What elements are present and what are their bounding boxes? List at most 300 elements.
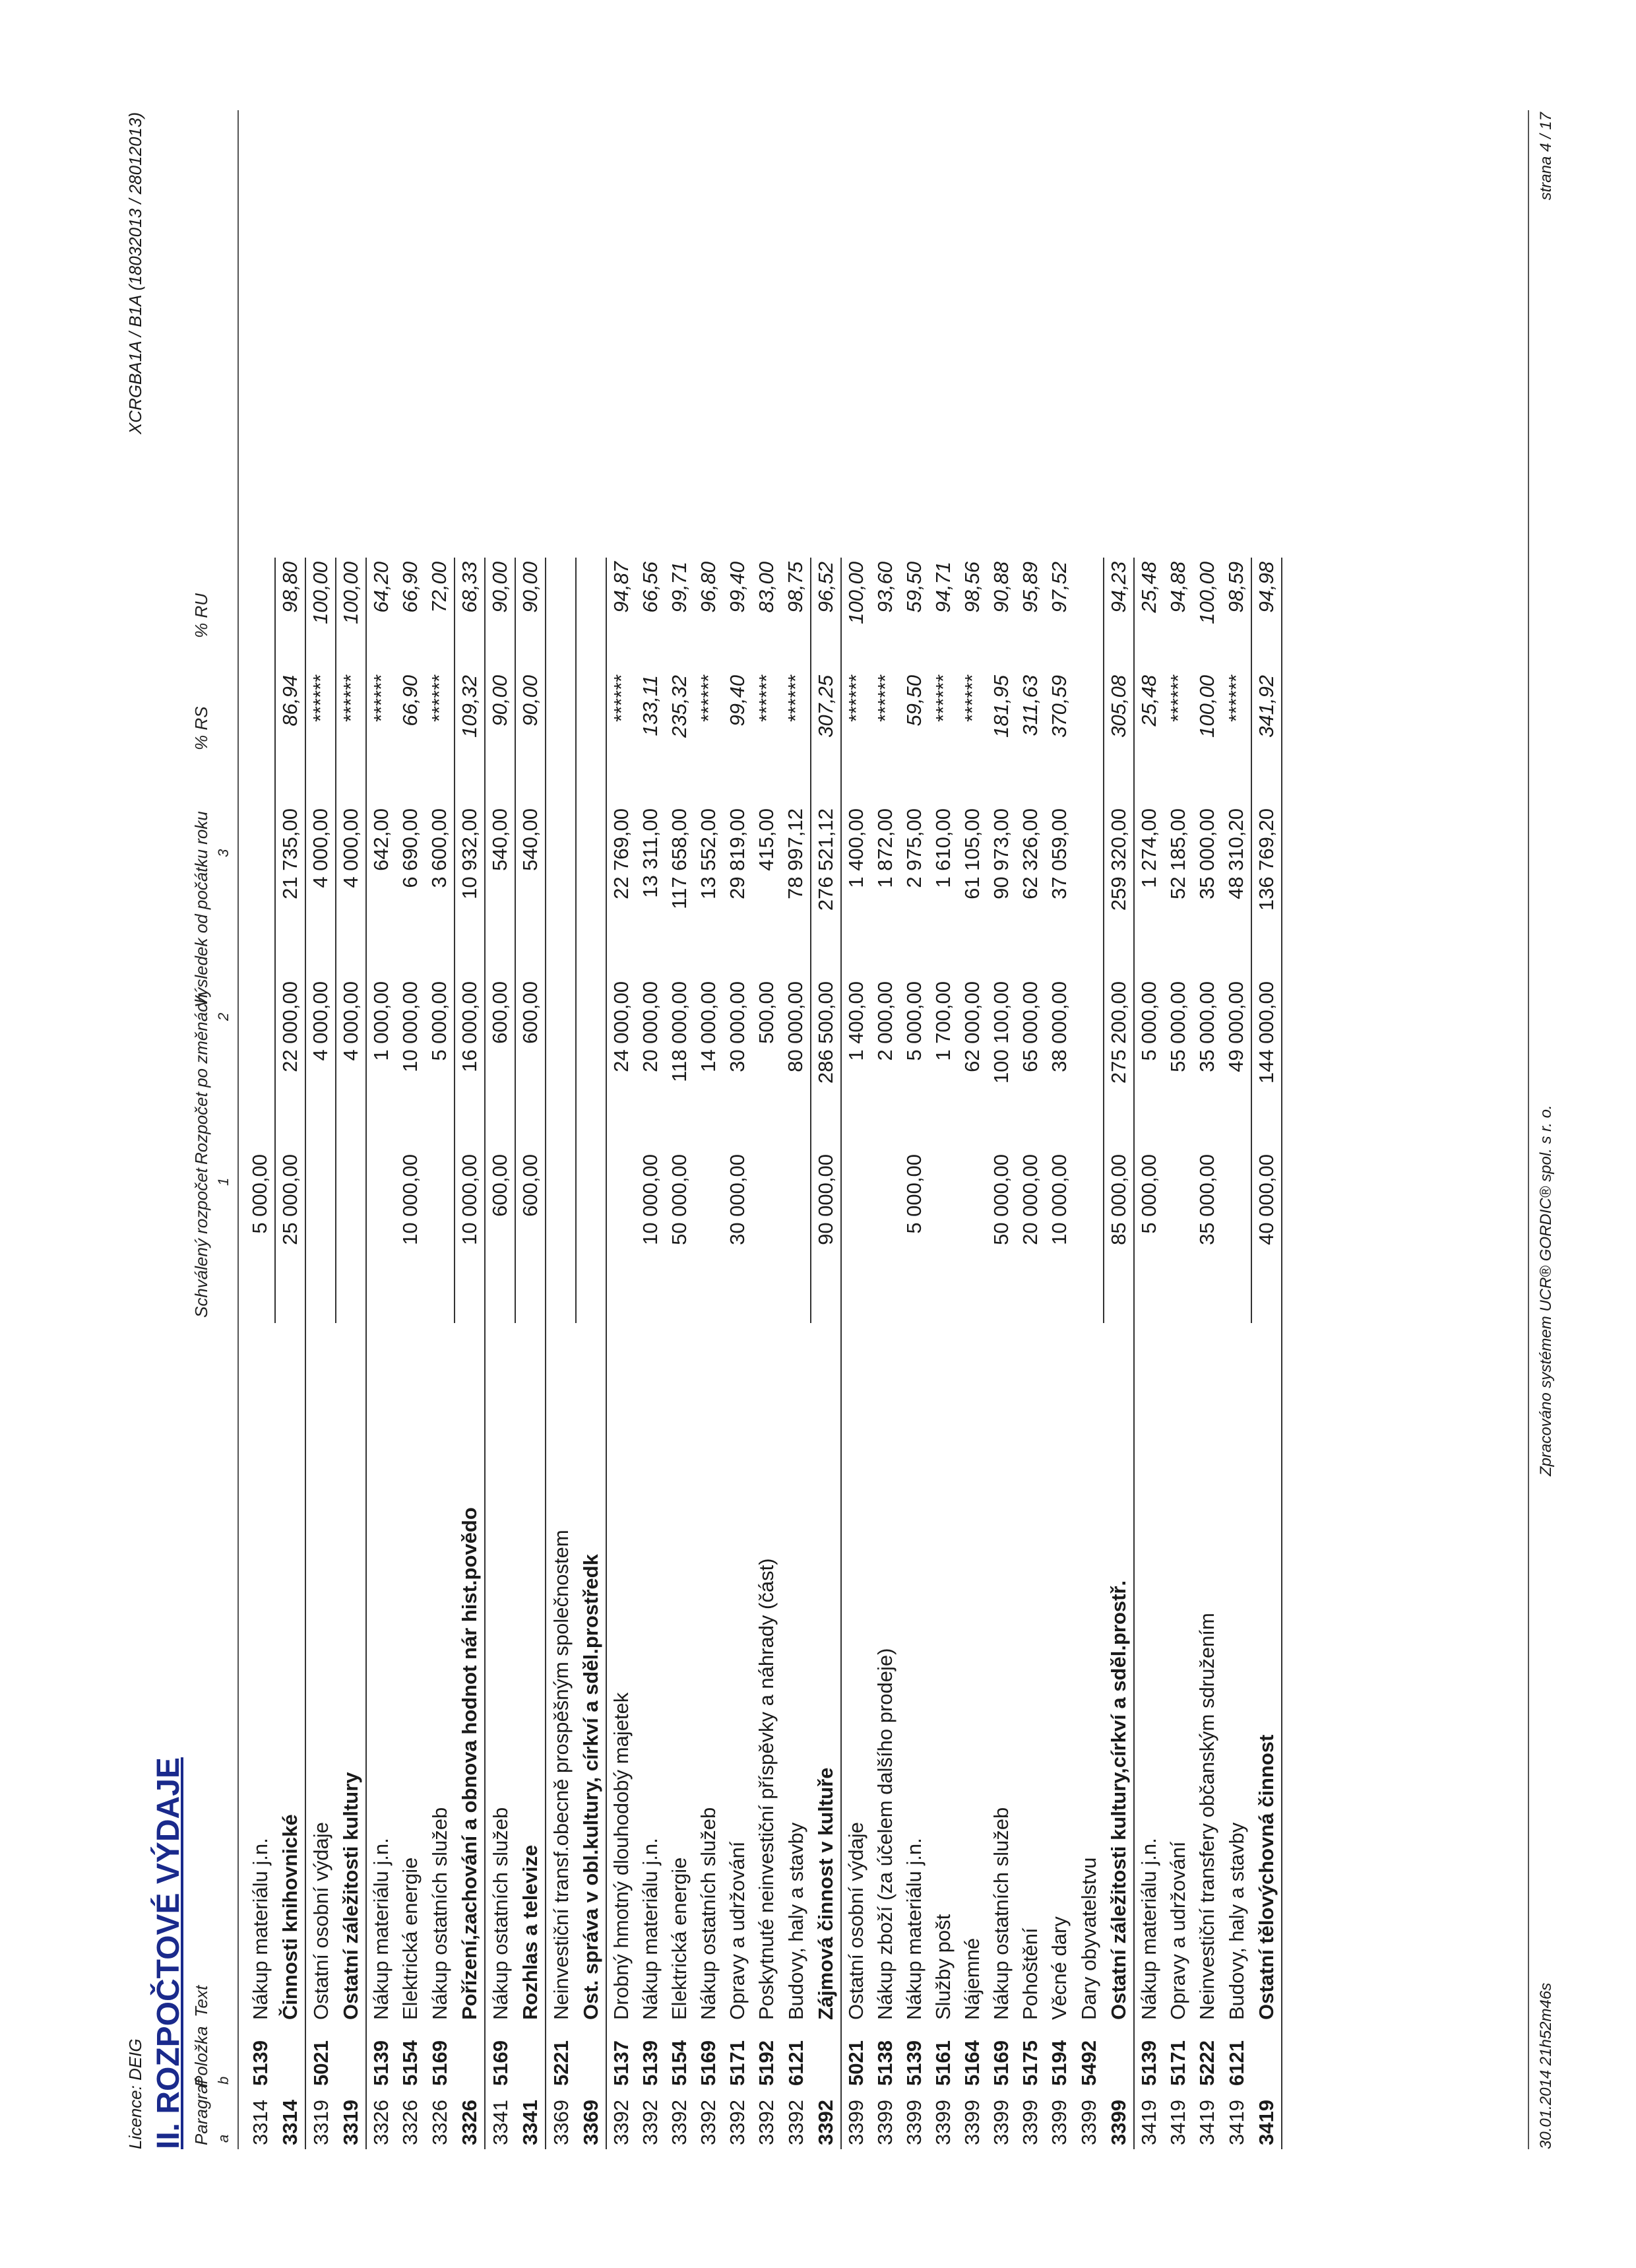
cell-polozka: 5492 — [1077, 2040, 1100, 2086]
cell-po-zmenach — [546, 977, 576, 1150]
cell-text: Elektrická energie — [398, 1857, 422, 2020]
table-row — [305, 558, 336, 2149]
cell-text: Ostatní osobní výdaje — [309, 1822, 332, 2020]
cell-paragraf: 3399 — [960, 2100, 984, 2145]
cell-vysledek: 48 310,20 — [1224, 808, 1247, 899]
cell-paragraf: 3399 — [873, 2100, 897, 2145]
cell-polozka: 5194 — [1048, 2040, 1071, 2086]
cell-pct-ru: 25,48 — [1137, 562, 1160, 613]
cell-pct-rs: 25,48 — [1137, 675, 1160, 727]
cell-paragraf: 3392 — [811, 2090, 841, 2149]
table-row — [546, 558, 576, 2149]
header-divider — [237, 110, 239, 2149]
cell-pct-ru: 95,89 — [1019, 562, 1042, 613]
cell-polozka: 5171 — [1166, 2040, 1189, 2086]
col-header-vysledek: Výsledek od počátku roku — [191, 811, 211, 1008]
table-row — [871, 558, 900, 2149]
cell-polozka — [576, 2024, 606, 2090]
cell-pct-ru: 99,40 — [726, 562, 749, 613]
cell-paragraf: 3392 — [697, 2100, 720, 2145]
cell-text: Ostatní osobní výdaje — [844, 1822, 867, 2020]
cell-schvaleny — [929, 1150, 958, 1323]
cell-vysledek: 1 610,00 — [931, 808, 955, 888]
cell-po-zmenach: 62 000,00 — [960, 981, 984, 1072]
cell-text: Ostatní záležitosti kultury,církví a sděl.prostř. — [1104, 1323, 1134, 2024]
document-code: XCRGBA1A / B1A (18032013 / 28012013) — [125, 112, 145, 435]
cell-polozka: 6121 — [1224, 2040, 1248, 2086]
cell-pct-ru: 68,33 — [455, 558, 485, 671]
cell-text: Neinvestiční transf.obecně prospěšným společnostem — [549, 1530, 573, 2020]
cell-vysledek: 1 400,00 — [844, 808, 867, 888]
table-row — [752, 558, 781, 2149]
cell-po-zmenach: 5 000,00 — [1137, 981, 1160, 1061]
table-row — [606, 558, 636, 2149]
cell-vysledek: 136 769,20 — [1251, 804, 1282, 977]
cell-paragraf: 3319 — [309, 2100, 332, 2145]
cell-vysledek: 259 320,00 — [1104, 804, 1134, 977]
cell-polozka: 5169 — [488, 2040, 512, 2086]
cell-pct-ru: 59,50 — [902, 562, 926, 613]
cell-vysledek — [1074, 804, 1104, 977]
cell-schvaleny: 600,00 — [488, 1154, 511, 1217]
cell-po-zmenach — [576, 977, 606, 1150]
col-sub-1: 1 — [215, 1177, 232, 1186]
cell-text: Opravy a udržování — [1166, 1841, 1189, 2020]
cell-pct-rs: 66,90 — [398, 675, 422, 727]
cell-pct-rs: ****** — [369, 675, 393, 723]
cell-schvaleny: 85 000,00 — [1104, 1150, 1134, 1323]
cell-pct-rs: ****** — [931, 675, 955, 723]
cell-pct-ru — [546, 558, 576, 671]
cell-pct-rs: 59,50 — [902, 675, 926, 727]
cell-text: Nákup materiálu j.n. — [1137, 1838, 1160, 2020]
cell-schvaleny: 5 000,00 — [902, 1154, 926, 1234]
col-header-text: Text — [191, 1985, 211, 2017]
cell-schvaleny — [305, 1150, 336, 1323]
cell-paragraf: 3326 — [369, 2100, 393, 2145]
cell-pct-ru: 100,00 — [336, 558, 366, 671]
cell-text: Rozhlas a televize — [515, 1323, 546, 2024]
cell-text: Nákup materiálu j.n. — [639, 1838, 662, 2020]
cell-pct-ru: 94,71 — [931, 562, 955, 613]
cell-text: Nájemné — [960, 1937, 984, 2020]
cell-polozka: 5139 — [369, 2040, 393, 2086]
cell-paragraf: 3399 — [931, 2100, 955, 2145]
cell-po-zmenach: 1 000,00 — [369, 981, 393, 1061]
cell-paragraf: 3326 — [455, 2090, 485, 2149]
cell-paragraf: 3392 — [784, 2100, 807, 2145]
subtotal-row — [455, 558, 485, 2149]
cell-paragraf: 3399 — [844, 2100, 867, 2145]
cell-vysledek: 415,00 — [755, 808, 778, 871]
cell-vysledek: 52 185,00 — [1166, 808, 1189, 899]
cell-pct-ru: 90,00 — [515, 558, 546, 671]
cell-text: Nákup materiálu j.n. — [902, 1838, 926, 2020]
cell-po-zmenach: 24 000,00 — [610, 981, 633, 1072]
cell-pct-rs: ****** — [784, 675, 807, 723]
cell-po-zmenach: 100 100,00 — [990, 981, 1013, 1084]
table-row — [1222, 558, 1251, 2149]
cell-schvaleny: 10 000,00 — [398, 1154, 422, 1245]
cell-polozka: 5171 — [726, 2040, 749, 2086]
cell-vysledek: 4 000,00 — [309, 808, 332, 888]
table-row — [366, 558, 396, 2149]
cell-pct-rs: 86,94 — [275, 671, 305, 804]
cell-vysledek — [546, 804, 576, 977]
cell-paragraf: 3399 — [1077, 2100, 1100, 2145]
cell-paragraf: 3326 — [427, 2100, 451, 2145]
cell-vysledek: 90 973,00 — [990, 808, 1013, 899]
cell-pct-ru: 83,00 — [755, 562, 778, 613]
cell-pct-ru: 94,87 — [610, 562, 633, 613]
cell-text: Ostatní tělovýchovná činnost — [1251, 1323, 1282, 2024]
cell-vysledek: 37 059,00 — [1048, 808, 1071, 899]
cell-schvaleny: 40 000,00 — [1251, 1150, 1282, 1323]
col-sub-b: b — [215, 2076, 232, 2085]
cell-schvaleny: 50 000,00 — [668, 1154, 691, 1245]
subtotal-row — [1251, 558, 1282, 2149]
cell-polozka — [336, 2024, 366, 2090]
cell-pct-ru — [245, 558, 275, 671]
cell-polozka — [275, 2024, 305, 2090]
cell-pct-ru: 99,71 — [668, 562, 691, 613]
cell-schvaleny — [781, 1150, 811, 1323]
cell-polozka: 5139 — [1137, 2040, 1160, 2086]
cell-pct-ru: 98,59 — [1224, 562, 1247, 613]
cell-polozka: 5222 — [1195, 2040, 1218, 2086]
cell-pct-ru — [1074, 558, 1104, 671]
cell-vysledek: 4 000,00 — [336, 804, 366, 977]
cell-pct-rs: 133,11 — [639, 675, 662, 736]
cell-text: Nákup ostatních služeb — [488, 1807, 512, 2020]
cell-po-zmenach: 16 000,00 — [455, 977, 485, 1150]
cell-po-zmenach: 5 000,00 — [902, 981, 926, 1061]
cell-pct-rs: ****** — [844, 675, 867, 723]
cell-pct-ru: 98,56 — [960, 562, 984, 613]
cell-pct-rs: 305,08 — [1104, 671, 1134, 804]
cell-vysledek: 78 997,12 — [784, 808, 807, 899]
cell-paragraf: 3314 — [275, 2090, 305, 2149]
cell-pct-rs: ****** — [960, 675, 984, 723]
cell-schvaleny — [958, 1150, 987, 1323]
cell-po-zmenach: 286 500,00 — [811, 977, 841, 1150]
subtotal-row — [576, 558, 606, 2149]
cell-schvaleny — [576, 1150, 606, 1323]
cell-pct-rs — [1074, 671, 1104, 804]
cell-polozka: 5139 — [902, 2040, 926, 2086]
cell-polozka: 5154 — [398, 2040, 422, 2086]
table-row — [694, 558, 723, 2149]
cell-pct-rs: 90,00 — [515, 671, 546, 804]
cell-schvaleny: 35 000,00 — [1195, 1154, 1218, 1245]
cell-pct-ru: 66,90 — [398, 562, 422, 613]
cell-text: Nákup ostatních služeb — [427, 1807, 451, 2020]
footer-processed-by: Zpracováno systémem UCR® GORDIC® spol. s r. o. — [1537, 1105, 1555, 1476]
table-row — [900, 558, 929, 2149]
cell-text: Ost. správa v obl.kultury, církví a sděl.prostředk — [576, 1323, 606, 2024]
cell-polozka: 5169 — [427, 2040, 451, 2086]
col-header-pct-ru: % RU — [191, 593, 211, 638]
cell-pct-ru: 94,88 — [1166, 562, 1189, 613]
cell-polozka: 5169 — [990, 2040, 1013, 2086]
cell-pct-ru: 93,60 — [873, 562, 897, 613]
col-header-polozka: Položka — [191, 2026, 211, 2087]
cell-text: Pořízení,zachování a obnova hodnot nár hist.povědo — [455, 1323, 485, 2024]
cell-schvaleny — [336, 1150, 366, 1323]
col-header-schvaleny: Schválený rozpočet — [191, 1168, 211, 1318]
cell-pct-rs — [576, 671, 606, 804]
cell-paragraf: 3392 — [755, 2100, 778, 2145]
cell-vysledek: 540,00 — [515, 804, 546, 977]
cell-text: Nákup materiálu j.n. — [369, 1838, 393, 2020]
cell-vysledek: 1 274,00 — [1137, 808, 1160, 888]
subtotal-row — [275, 558, 305, 2149]
cell-vysledek: 21 735,00 — [275, 804, 305, 977]
cell-paragraf: 3419 — [1251, 2090, 1282, 2149]
cell-schvaleny — [752, 1150, 781, 1323]
footer-page-number: strana 4 / 17 — [1537, 112, 1555, 201]
cell-text: Neinvestiční transfery občanským sdružením — [1195, 1613, 1218, 2020]
cell-polozka: 5221 — [549, 2040, 573, 2086]
cell-pct-ru: 98,80 — [275, 558, 305, 671]
cell-pct-ru: 96,52 — [811, 558, 841, 671]
cell-vysledek: 13 552,00 — [697, 808, 720, 899]
table-row — [245, 558, 275, 2149]
cell-pct-rs: 181,95 — [990, 675, 1013, 738]
cell-po-zmenach: 500,00 — [755, 981, 778, 1044]
cell-paragraf: 3369 — [549, 2100, 573, 2145]
cell-polozka: 5139 — [639, 2040, 662, 2086]
cell-pct-ru: 97,52 — [1048, 562, 1071, 613]
cell-pct-rs: ****** — [1224, 675, 1247, 723]
cell-polozka — [1251, 2024, 1282, 2090]
cell-paragraf: 3319 — [336, 2090, 366, 2149]
cell-po-zmenach: 4 000,00 — [309, 981, 332, 1061]
cell-vysledek: 2 975,00 — [902, 808, 926, 888]
cell-vysledek: 276 521,12 — [811, 804, 841, 977]
cell-schvaleny — [871, 1150, 900, 1323]
cell-pct-rs: ****** — [873, 675, 897, 723]
cell-schvaleny: 90 000,00 — [811, 1150, 841, 1323]
cell-po-zmenach: 20 000,00 — [639, 981, 662, 1072]
cell-pct-rs: 235,32 — [668, 675, 691, 738]
cell-vysledek: 540,00 — [488, 808, 511, 871]
cell-po-zmenach: 22 000,00 — [275, 977, 305, 1150]
cell-paragraf: 3419 — [1224, 2100, 1248, 2145]
cell-schvaleny — [366, 1150, 396, 1323]
cell-text: Nákup zboží (za účelem dalšího prodeje) — [873, 1648, 897, 2020]
cell-text: Drobný hmotný dlouhodobý majetek — [610, 1692, 633, 2020]
cell-text: Nákup ostatních služeb — [990, 1807, 1013, 2020]
cell-pct-ru — [576, 558, 606, 671]
cell-po-zmenach: 2 000,00 — [873, 981, 897, 1061]
cell-vysledek: 6 690,00 — [398, 808, 422, 888]
cell-vysledek: 61 105,00 — [960, 808, 984, 899]
table-row — [636, 558, 665, 2149]
cell-polozka: 6121 — [784, 2040, 807, 2086]
cell-po-zmenach: 5 000,00 — [427, 981, 451, 1061]
cell-polozka: 5161 — [931, 2040, 955, 2086]
cell-polozka — [811, 2024, 841, 2090]
cell-vysledek — [245, 804, 275, 977]
cell-paragraf: 3392 — [639, 2100, 662, 2145]
cell-paragraf: 3326 — [398, 2100, 422, 2145]
table-row — [1134, 558, 1164, 2149]
cell-pct-ru: 94,98 — [1251, 558, 1282, 671]
cell-pct-ru: 100,00 — [844, 562, 867, 624]
cell-text: Činnosti knihovnické — [275, 1323, 305, 2024]
cell-text: Nákup materiálu j.n. — [248, 1838, 272, 2020]
cell-text: Poskytnuté neinvestiční příspěvky a náhrady (část) — [755, 1558, 778, 2020]
cell-schvaleny — [546, 1150, 576, 1323]
cell-text: Dary obyvatelstvu — [1077, 1857, 1100, 2020]
cell-pct-ru: 66,56 — [639, 562, 662, 613]
table-row — [958, 558, 987, 2149]
cell-pct-rs: 90,00 — [488, 675, 511, 727]
cell-paragraf: 3341 — [488, 2100, 512, 2145]
cell-po-zmenach: 1 400,00 — [844, 981, 867, 1061]
table-row — [723, 558, 752, 2149]
cell-pct-ru: 90,88 — [990, 562, 1013, 613]
cell-paragraf: 3392 — [610, 2100, 633, 2145]
cell-vysledek: 1 872,00 — [873, 808, 897, 888]
cell-schvaleny: 5 000,00 — [1137, 1154, 1160, 1234]
cell-polozka: 5154 — [668, 2040, 691, 2086]
cell-po-zmenach: 14 000,00 — [697, 981, 720, 1072]
cell-pct-rs: ****** — [697, 675, 720, 723]
cell-text: Zájmová činnost v kultuře — [811, 1323, 841, 2024]
cell-polozka: 5164 — [960, 2040, 984, 2086]
cell-pct-ru: 90,00 — [488, 562, 511, 613]
cell-polozka: 5169 — [697, 2040, 720, 2086]
cell-schvaleny — [1074, 1150, 1104, 1323]
cell-polozka: 5138 — [873, 2040, 897, 2086]
cell-paragraf: 3419 — [1137, 2100, 1160, 2145]
col-header-po-zmenach: Rozpočet po změnách — [191, 994, 211, 1165]
cell-vysledek — [576, 804, 606, 977]
cell-schvaleny: 5 000,00 — [248, 1154, 271, 1234]
cell-po-zmenach: 38 000,00 — [1048, 981, 1071, 1072]
cell-pct-rs: 307,25 — [811, 671, 841, 804]
cell-pct-ru: 98,75 — [784, 562, 807, 613]
table-row — [1193, 558, 1222, 2149]
table-row — [396, 558, 425, 2149]
subtotal-row — [811, 558, 841, 2149]
cell-polozka: 5175 — [1019, 2040, 1042, 2086]
cell-schvaleny — [1222, 1150, 1251, 1323]
cell-polozka: 5192 — [755, 2040, 778, 2086]
cell-po-zmenach: 49 000,00 — [1224, 981, 1247, 1072]
cell-pct-rs: ****** — [1166, 675, 1189, 723]
cell-paragraf: 3399 — [1019, 2100, 1042, 2145]
table-row — [1074, 558, 1104, 2149]
expenditure-table — [245, 558, 1282, 2149]
cell-paragraf: 3399 — [1104, 2090, 1134, 2149]
cell-pct-rs: 100,00 — [1195, 675, 1218, 738]
cell-pct-rs: 311,63 — [1019, 675, 1042, 736]
cell-schvaleny: 50 000,00 — [990, 1154, 1013, 1245]
cell-vysledek: 117 658,00 — [668, 808, 691, 909]
cell-vysledek: 10 932,00 — [455, 804, 485, 977]
cell-schvaleny: 10 000,00 — [1048, 1154, 1071, 1245]
cell-schvaleny — [425, 1150, 455, 1323]
cell-polozka — [1104, 2024, 1134, 2090]
cell-po-zmenach: 30 000,00 — [726, 981, 749, 1072]
cell-schvaleny: 20 000,00 — [1019, 1154, 1042, 1245]
footer-timestamp: 30.01.2014 21h52m46s — [1537, 1982, 1555, 2149]
cell-polozka: 5021 — [309, 2040, 332, 2086]
cell-paragraf: 3399 — [990, 2100, 1013, 2145]
cell-schvaleny — [841, 1150, 871, 1323]
cell-pct-ru: 100,00 — [309, 562, 332, 624]
cell-paragraf: 3399 — [902, 2100, 926, 2145]
col-sub-a: a — [215, 2134, 232, 2143]
cell-polozka: 5021 — [844, 2040, 867, 2086]
table-row — [425, 558, 455, 2149]
cell-po-zmenach: 600,00 — [488, 981, 511, 1044]
cell-po-zmenach: 55 000,00 — [1166, 981, 1189, 1072]
cell-pct-rs — [245, 671, 275, 804]
cell-polozka: 5139 — [248, 2040, 272, 2086]
table-row — [665, 558, 694, 2149]
cell-pct-rs: 370,59 — [1048, 675, 1071, 738]
cell-pct-ru: 100,00 — [1195, 562, 1218, 624]
cell-text: Elektrická energie — [668, 1857, 691, 2020]
cell-pct-rs: ****** — [755, 675, 778, 723]
cell-paragraf: 3392 — [726, 2100, 749, 2145]
table-row — [1045, 558, 1074, 2149]
cell-schvaleny: 600,00 — [515, 1150, 546, 1323]
cell-schvaleny — [1164, 1150, 1193, 1323]
cell-vysledek: 22 769,00 — [610, 808, 633, 899]
cell-polozka — [455, 2024, 485, 2090]
cell-paragraf: 3392 — [668, 2100, 691, 2145]
cell-vysledek: 3 600,00 — [427, 808, 451, 888]
cell-polozka — [515, 2024, 546, 2090]
cell-paragraf: 3341 — [515, 2090, 546, 2149]
table-row — [485, 558, 515, 2149]
cell-paragraf: 3369 — [576, 2090, 606, 2149]
cell-pct-ru: 96,80 — [697, 562, 720, 613]
subtotal-row — [515, 558, 546, 2149]
cell-pct-rs: 341,92 — [1251, 671, 1282, 804]
cell-pct-rs: ****** — [336, 671, 366, 804]
cell-text: Budovy, haly a stavby — [784, 1822, 807, 2020]
col-sub-2: 2 — [215, 1012, 232, 1021]
cell-po-zmenach: 1 700,00 — [931, 981, 955, 1061]
subtotal-row — [1104, 558, 1134, 2149]
cell-po-zmenach: 80 000,00 — [784, 981, 807, 1072]
cell-po-zmenach: 600,00 — [515, 977, 546, 1150]
licence-label: Licence: DEIG — [125, 2038, 145, 2149]
cell-text: Pohoštění — [1019, 1928, 1042, 2020]
cell-vysledek: 13 311,00 — [639, 808, 662, 898]
cell-po-zmenach: 35 000,00 — [1195, 981, 1218, 1072]
cell-pct-rs: 99,40 — [726, 675, 749, 727]
cell-text: Věcné dary — [1048, 1916, 1071, 2020]
cell-po-zmenach — [1074, 977, 1104, 1150]
cell-schvaleny: 10 000,00 — [455, 1150, 485, 1323]
cell-schvaleny — [606, 1150, 636, 1323]
cell-text: Opravy a udržování — [726, 1841, 749, 2020]
col-header-pct-rs: % RS — [191, 706, 211, 750]
table-row — [841, 558, 871, 2149]
cell-schvaleny: 30 000,00 — [726, 1154, 749, 1245]
cell-po-zmenach: 144 000,00 — [1251, 977, 1282, 1150]
section-title: II. ROZPOČTOVÉ VÝDAJE — [151, 1757, 186, 2149]
table-row — [1016, 558, 1045, 2149]
cell-pct-rs: ****** — [309, 675, 332, 723]
